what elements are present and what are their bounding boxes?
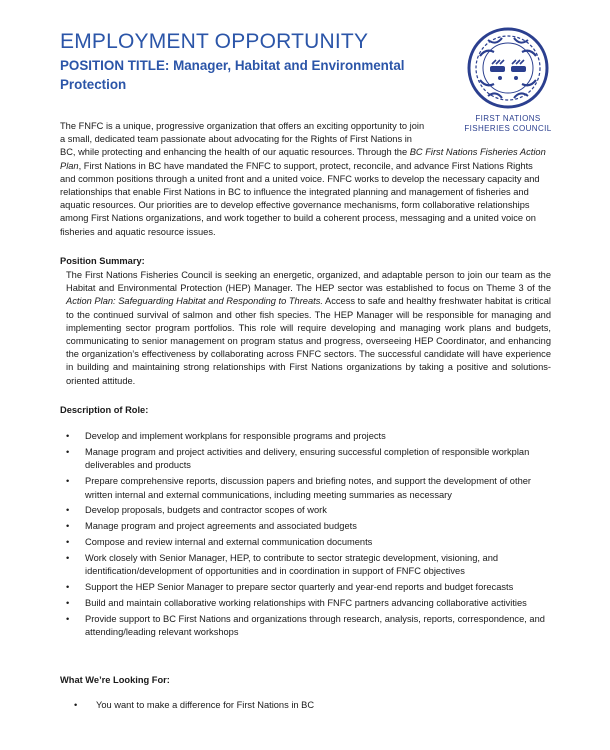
fnfc-logo <box>462 26 554 134</box>
list-item <box>60 552 550 579</box>
position-summary-text-2: Access to safe and healthy freshwater habitat is critical to the continued survival of salmon and other fish species. The HEP Manager will be responsible for managing and implementing sector program portfolios. This role will require developing and managing work plans and budgets, communicating to senior management on program status and progress, overseeing HEP Coordinator, and enhancing the organization’s effectiveness by collaborating across FNFC sectors. The successful candidate will have experience in building and maintaining strong relationships with First Nations organizations by taking a positive and solutions-oriented attitude. <box>66 296 551 386</box>
position-summary-text-1: The First Nations Fisheries Council is seeking an energetic, organized, and adaptable person to join our team as the Habitat and Environmental Protection (HEP) Manager. The HEP sector was established to focus on Theme 3 of the <box>66 270 551 294</box>
bullet-icon: • <box>74 700 78 710</box>
intro-paragraph <box>60 120 550 239</box>
bullet-icon: • <box>66 476 70 487</box>
role-item-text: Build and maintain collaborative working relationships with FNFC partners advancing collaborative activities <box>85 597 527 608</box>
list-item <box>60 475 550 502</box>
role-item-text: Work closely with Senior Manager, HEP, to contribute to sector strategic development, visioning, and identification/development of opportunities and in coordination in support of FNFC objectives <box>85 552 499 577</box>
position-summary-heading: Position Summary: <box>60 256 145 266</box>
looking-for-item-text: You want to make a difference for First Nations in BC <box>96 700 315 710</box>
intro-line-2: a small, dedicated team passionate about advocating for the Rights of First Nations in <box>60 134 412 145</box>
role-list <box>60 430 550 642</box>
bullet-icon: • <box>66 446 70 457</box>
role-item-text: Develop proposals, budgets and contractor scopes of work <box>85 505 327 516</box>
logo-text-line-1: FIRST NATIONS <box>475 114 541 123</box>
list-item <box>60 536 550 550</box>
fnfc-emblem-icon <box>466 26 550 110</box>
role-item-text: Prepare comprehensive reports, discussion papers and briefing notes, and support the development of other written internal and external communications, including meeting summaries as necessary <box>85 476 532 500</box>
role-item-text: Manage program and project activities and delivery, ensuring successful completion of responsible workplan deliverables and products <box>85 446 530 471</box>
page-title: EMPLOYMENT OPPORTUNITY <box>60 30 369 53</box>
list-item <box>60 504 550 518</box>
bullet-icon: • <box>66 505 70 516</box>
intro-text-4: , First Nations in BC have mandated the FNFC to support, protect, reconcile, and advance First Nations Rights and common positions through a united front and a united voice. FNFC works to develop the necessary capacity and relationships that enable First Nations in BC to influence the integrated planning and management of fisheries and aquatic resources. Our priorities are to develop effective governance mechanisms, form collaborative relationships among First Nations organizations, and work together to build a coherent process, messaging and a united voice on fisheries and aquatic resource issues. <box>60 160 540 237</box>
bullet-icon: • <box>66 613 70 624</box>
list-item <box>60 446 550 473</box>
role-heading: Description of Role: <box>60 405 149 415</box>
list-item <box>60 597 550 611</box>
looking-for-list <box>74 699 314 713</box>
list-item <box>74 699 314 713</box>
bullet-icon: • <box>66 431 70 441</box>
intro-action-plan-title: BC First Nations Fisheries Action Plan <box>60 147 546 171</box>
position-title: POSITION TITLE: Manager, Habitat and Environmental Protection <box>60 58 405 92</box>
position-summary-plan-title: Action Plan: Safeguarding Habitat and Responding to Threats. <box>66 296 323 307</box>
role-item-text: Provide support to BC First Nations and organizations through research, analysis, reports, correspondence, and attending/leading relevant workshops <box>85 613 545 638</box>
role-item-text: Develop and implement workplans for responsible programs and projects <box>85 431 386 441</box>
list-item <box>60 520 550 534</box>
looking-for-heading: What We’re Looking For: <box>60 675 170 685</box>
list-item <box>60 430 550 444</box>
logo-text-line-2: FISHERIES COUNCIL <box>464 124 552 133</box>
role-item-text: Compose and review internal and external communication documents <box>85 536 373 547</box>
position-summary-text <box>66 269 551 388</box>
intro-line-1: The FNFC is a unique, progressive organization that offers an exciting opportunity to join <box>60 121 425 131</box>
role-item-text: Manage program and project agreements and associated budgets <box>85 521 357 532</box>
bullet-icon: • <box>66 536 70 547</box>
role-item-text: Support the HEP Senior Manager to prepare sector quarterly and year-end reports and budget forecasts <box>85 582 514 593</box>
list-item <box>60 581 550 595</box>
list-item <box>60 613 550 640</box>
bullet-icon: • <box>66 597 70 608</box>
bullet-icon: • <box>66 582 70 593</box>
bullet-icon: • <box>66 521 70 532</box>
bullet-icon: • <box>66 552 70 563</box>
intro-text-3: BC, while protecting and enhancing the health of our aquatic resources. Through the <box>60 147 410 158</box>
